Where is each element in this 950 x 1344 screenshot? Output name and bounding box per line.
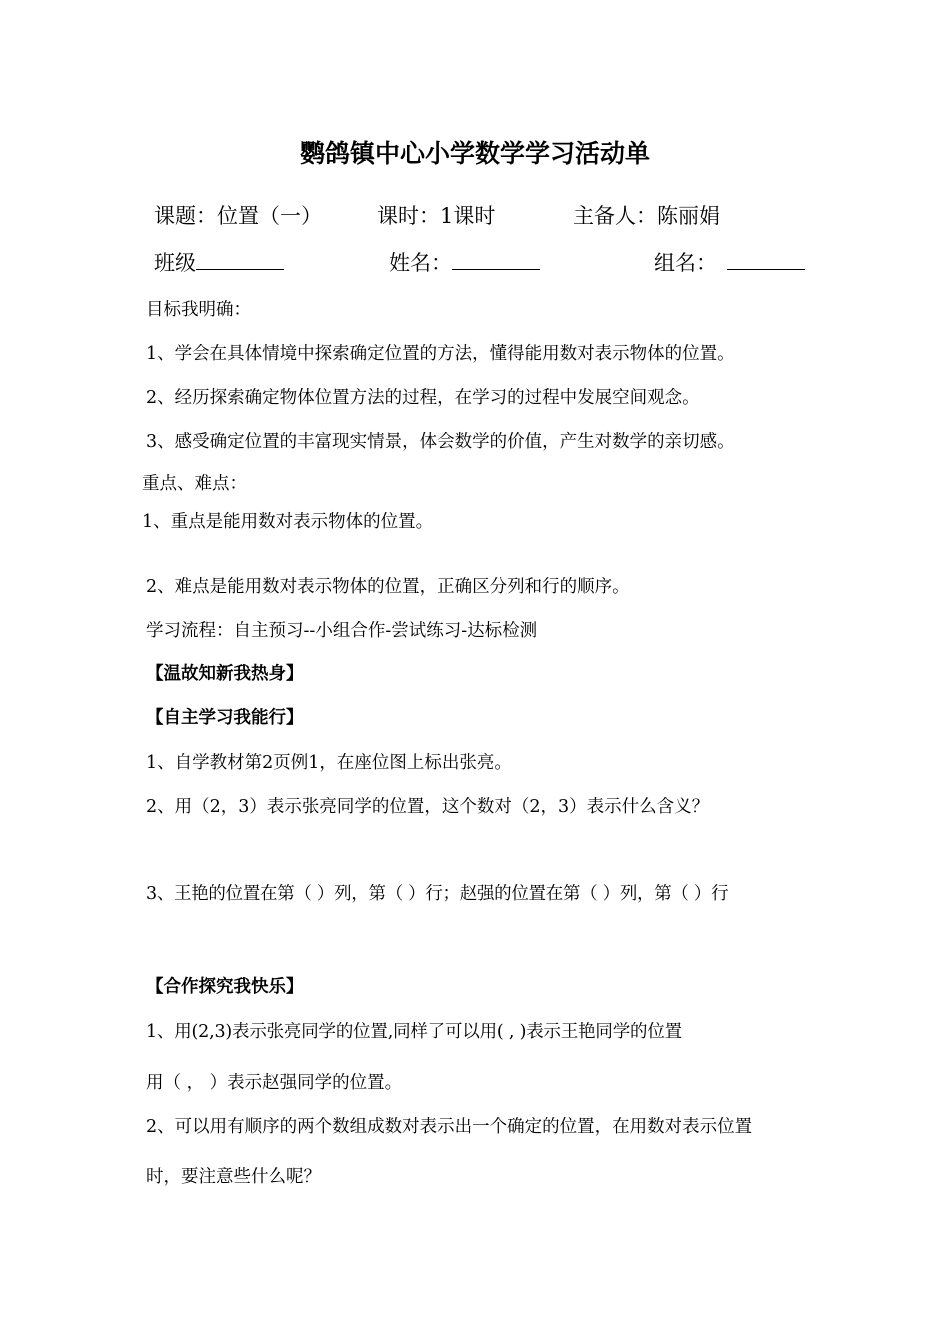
topic-label: 课题：位置（一） xyxy=(154,204,322,228)
section-review-heading: 【温故知新我热身】 xyxy=(146,664,304,684)
key-point-item: 1、重点是能用数对表示物体的位置。 xyxy=(142,512,434,532)
worksheet-title: 鹦鸽镇中心小学数学学习活动单 xyxy=(299,139,650,168)
section-cooperate-heading: 【合作探究我快乐】 xyxy=(146,977,304,997)
cooperate-item: 1、用(2,3)表示张亮同学的位置,同样了可以用( , )表示王艳同学的位置 xyxy=(146,1022,682,1042)
goal-item: 1、学会在具体情境中探索确定位置的方法，懂得能用数对表示物体的位置。 xyxy=(146,344,735,364)
goals-heading: 目标我明确： xyxy=(146,300,251,320)
self-study-item: 3、王艳的位置在第（ ）列，第（ ）行；赵强的位置在第（ ）列，第（ ）行 xyxy=(146,884,729,904)
group-name-blank xyxy=(727,247,805,270)
class-field xyxy=(154,247,284,277)
goal-item: 2、经历探索确定物体位置方法的过程，在学习的过程中发展空间观念。 xyxy=(146,388,700,408)
key-point-item: 2、难点是能用数对表示物体的位置，正确区分列和行的顺序。 xyxy=(146,577,630,597)
cooperate-item: 用（ ， ）表示赵强同学的位置。 xyxy=(146,1073,403,1093)
key-points-heading: 重点、难点： xyxy=(142,474,247,494)
period-label: 课时：1课时 xyxy=(377,204,496,228)
self-study-item: 1、自学教材第2页例1，在座位图上标出张亮。 xyxy=(146,753,512,773)
cooperate-item: 2、可以用有顺序的两个数组成数对表示出一个确定的位置，在用数对表示位置 xyxy=(146,1117,753,1137)
cooperate-item: 时，要注意些什么呢？ xyxy=(146,1167,321,1187)
class-label: 班级 xyxy=(154,251,196,275)
student-name-blank xyxy=(452,247,540,270)
student-name-field xyxy=(389,247,540,277)
preparer-label: 主备人：陈丽娟 xyxy=(573,204,720,228)
self-study-item: 2、用（2，3）表示张亮同学的位置，这个数对（2，3）表示什么含义？ xyxy=(146,797,710,817)
class-blank xyxy=(196,247,284,270)
section-self-study-heading: 【自主学习我能行】 xyxy=(146,708,304,728)
goal-item: 3、感受确定位置的丰富现实情景，体会数学的价值，产生对数学的亲切感。 xyxy=(146,432,735,452)
learning-process: 学习流程：自主预习--小组合作-尝试练习-达标检测 xyxy=(146,621,538,641)
group-name-field xyxy=(654,247,805,277)
group-name-label: 组名： xyxy=(654,251,717,275)
student-name-label: 姓名： xyxy=(389,251,452,275)
